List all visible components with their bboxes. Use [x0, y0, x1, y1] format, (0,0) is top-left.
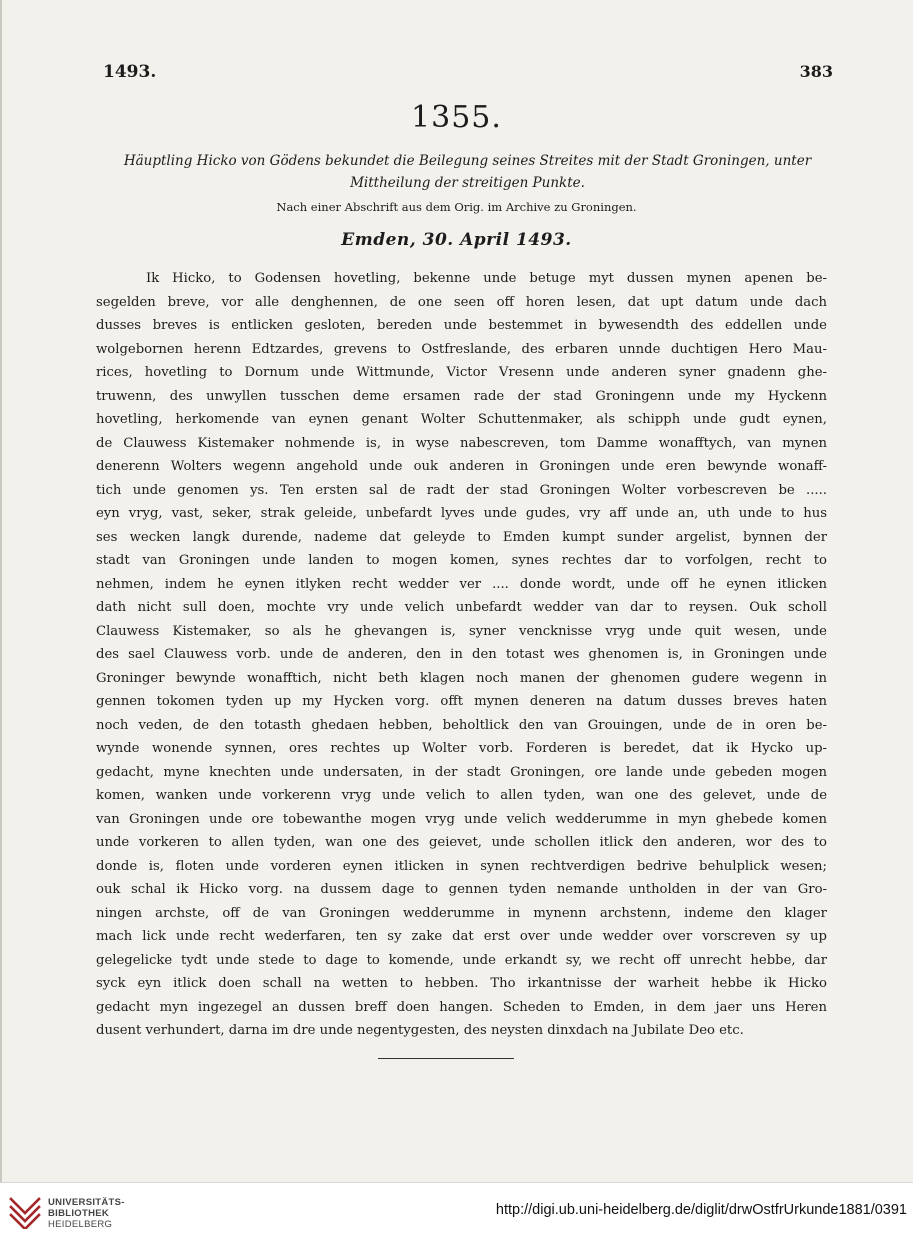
text-line: noch veden, de den totasth ghedaen hebben, beholtlick den van Grouingen, unde de in oren be-: [96, 717, 827, 733]
text-line: komen, wanken unde vorkerenn vryg unde velich to allen tyden, wan one des gelevet, unde de: [96, 788, 827, 803]
dateline: Emden, 30. April 1493.: [341, 230, 572, 250]
permalink-url[interactable]: http://digi.ub.uni-heidelberg.de/diglit/drwOstfrUrkunde1881/0391: [495, 1202, 907, 1218]
text-line: mach lick unde recht wederfaren, ten sy zake dat erst over unde wedder over vorscreven sy up: [96, 929, 827, 944]
text-line: ningen archste, off de van Groningen wedderumme in mynenn archstenn, indeme den klager: [96, 905, 827, 921]
text-line: ouk schal ik Hicko vorg. na dussem dage to gennen tyden nemande untholden in der van Gro-: [96, 882, 827, 897]
text-line: hovetling, herkomende van eynen genant Wolter Schuttenmaker, als schipph unde gudt eynen,: [96, 412, 827, 427]
document-regest: Häuptling Hicko von Gödens bekundet die Beilegung seines Streites mit der Stadt Groningen, unter Mittheilung der streitigen Punkte.: [123, 153, 812, 191]
text-line: truwenn, des unwyllen tusschen deme ersamen rade der stad Groningenn unde my Hyckenn: [96, 388, 827, 404]
text-line: gedacht myn ingezegel an dussen breff doen hangen. Scheden to Emden, in dem jaer uns Heren: [96, 999, 827, 1015]
viewer-footer: [0, 1182, 913, 1250]
text-line: syck eyn itlick doen schall na wetten to hebben. Tho irkantnisse der warheit hebbe ik Hicko: [96, 976, 827, 991]
text-line: de Clauwess Kistemaker nohmende is, in wyse nabescreven, tom Damme wonafftych, van mynen: [96, 435, 827, 451]
library-logo-icon: [9, 1195, 41, 1229]
text-line: nehmen, indem he eynen itlyken recht wedder ver .... donde wordt, unde off he eynen itlicken: [96, 576, 827, 592]
text-line: gennen tokomen tyden up my Hycken vorg. offt mynen deneren na datum dusses breves haten: [96, 694, 827, 709]
text-line: unde vorkeren to allen tyden, wan one des geievet, unde schollen itlick den anderen, wor des to: [96, 835, 827, 850]
text-line: donde is, floten unde vorderen eynen itlicken in synen rechtverdigen bedrive behulplick wesen;: [96, 858, 827, 874]
page-number: 383: [799, 62, 833, 81]
text-line: wolgebornen herenn Edtzardes, grevens to Ostfreslande, des erbaren unnde duchtigen Hero Mau-: [96, 341, 827, 357]
text-line: gelegelicke tydt unde stede to dage to komende, unde erkandt sy, we recht off unrecht hebbe, dar: [96, 952, 827, 968]
document-body: [96, 267, 827, 1043]
text-line: gedacht, myne knechten unde undersaten, in der stadt Groningen, ore lande unde gebeden mogen: [96, 764, 827, 780]
text-line: Groninger bewynde wonafftich, nicht beth klagen noch manen der ghenomen gudere wegenn in: [96, 670, 827, 686]
library-name: [48, 1197, 125, 1230]
library-name-line: HEIDELBERG: [48, 1219, 113, 1230]
text-line: van Groningen unde ore tobewanthe mogen vryg unde velich wedderumme in myn ghebede komen: [96, 811, 827, 827]
document-number: 1355.: [411, 100, 502, 135]
text-line: eyn vryg, vast, seker, strak geleide, unbefardt lyves unde gudes, vry aff unde an, uth unde to hus: [96, 506, 827, 521]
text-line: dusses breves is entlicken gesloten, bereden unde bestemmet in bywesendth des eddellen unde: [96, 318, 827, 333]
library-name-line: UNIVERSITÄTS-: [48, 1197, 125, 1208]
text-line: Clauwess Kistemaker, so als he ghevangen is, syner vencknisse vryg unde quit wesen, unde: [96, 623, 827, 639]
text-line: rices, hovetling to Dornum unde Wittmunde, Victor Vresenn unde anderen syner gnadenn ghe-: [96, 365, 827, 380]
text-line: dusent verhundert, darna im dre unde negentygesten, des neysten dinxdach na Jubilate Deo etc.: [96, 1023, 744, 1038]
text-line: segelden breve, vor alle denghennen, de one seen off horen lesen, dat upt datum unde dach: [96, 294, 827, 310]
closing-rule: [378, 1058, 514, 1059]
text-line: tich unde genomen ys. Ten ersten sal de radt der stad Groningen Wolter vorbescreven be .....: [96, 482, 827, 498]
text-line: dath nicht sull doen, mochte vry unde velich unbefardt wedder van dar to reysen. Ouk scholl: [96, 600, 827, 615]
text-line: des sael Clauwess vorb. unde de anderen, den in den totast wes ghenomen is, in Groningen unde: [96, 647, 827, 662]
source-note: Nach einer Abschrift aus dem Orig. im Archive zu Groningen.: [276, 200, 637, 214]
text-line: Ik Hicko, to Godensen hovetling, bekenne unde betuge myt dussen mynen apenen be-: [146, 271, 827, 286]
text-line: ses wecken langk durende, nademe dat geleyde to Emden kumpt sunder argelist, bynnen der: [96, 529, 827, 545]
text-line: stadt van Groningen unde landen to mogen komen, synes rechtes dar to vorfolgen, recht to: [96, 553, 827, 568]
text-line: wynde wonende synnen, ores rechtes up Wolter vorb. Forderen is beredet, dat ik Hycko up-: [96, 741, 827, 756]
library-name-line: BIBLIOTHEK: [48, 1208, 110, 1219]
running-head-year: 1493.: [103, 62, 157, 82]
text-line: denerenn Wolters wegenn angehold unde ouk anderen in Groningen unde eren bewynde wonaff-: [96, 459, 827, 474]
